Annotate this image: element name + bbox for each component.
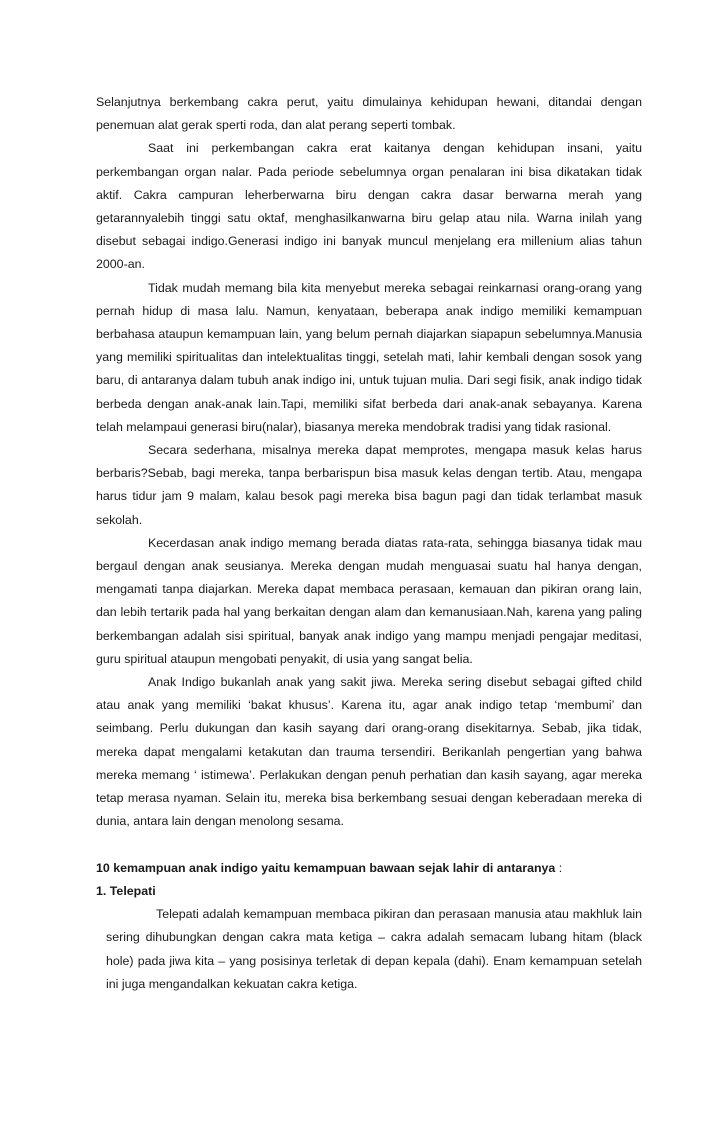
paragraph-cakra-perut: Selanjutnya berkembang cakra perut, yaitu dimulainya kehidupan hewani, ditandai dengan penemuan alat gerak sperti roda, dan alat perang seperti tombak. xyxy=(96,95,642,133)
paragraph-memprotes: Secara sederhana, misalnya mereka dapat memprotes, mengapa masuk kelas harus berbaris?Sebab, bagi mereka, tanpa berbarispun bisa masuk kelas dengan tertib. Atau, mengapa harus tidur jam 9 malam, kalau besok pagi mereka bisa bagun pagi dan tidak terlambat masuk sekolah. xyxy=(96,443,642,527)
section-heading-colon: : xyxy=(555,860,563,875)
paragraph-reinkarnasi: Tidak mudah memang bila kita menyebut mereka sebagai reinkarnasi orang-orang yang pernah hidup di masa lalu. Namun, kenyataan, beberapa anak indigo memiliki kemampuan berbahasa ataupun kemampuan lain, yang belum pernah diajarkan siapapun sebelumnya.Manusia yang memiliki spiritualitas dan intelektualitas tinggi, setelah mati, lahir kembali dengan sosok yang baru, di antaranya dalam tubuh anak indigo ini, untuk tujuan mulia. Dari segi fisik, anak indigo tidak berbeda dengan anak-anak lain.Tapi, memiliki sifat berbeda dari anak-anak sebayanya. Karena telah melampaui generasi biru(nalar), biasanya mereka mendobrak tradisi yang tidak rasional. xyxy=(96,280,642,434)
paragraph-bukan-sakit-jiwa: Anak Indigo bukanlah anak yang sakit jiwa. Mereka sering disebut sebagai gifted child atau anak yang memiliki ‘bakat khusus’. Karena itu, agar anak indigo tetap ‘membumi’ dan seimbang. Perlu dukungan dan kasih sayang dari orang-orang disekitarnya. Sebab, jika tidak, mereka dapat mengalami ketakutan dan trauma tersendiri. Berikanlah pengertian yang bahwa mereka memang ‘ istimewa’. Perlakukan dengan penuh perhatian dan kasih sayang, agar mereka tetap merasa nyaman. Selain itu, mereka bisa berkembang sesuai dengan keberadaan mereka di dunia, antara lain dengan menolong sesama. xyxy=(96,675,642,829)
paragraph-kecerdasan: Kecerdasan anak indigo memang berada diatas rata-rata, sehingga biasanya tidak mau bergaul dengan anak seusianya. Mereka dengan mudah menguasai suatu hal hanya dengan, mengamati tanpa diajarkan. Mereka dapat membaca perasaan, kemauan dan pikiran orang lain, dan lebih tertarik pada hal yang berkaitan dengan alam dan kemanusiaan.Nah, karena yang paling berkembangan adalah sisi spiritual, banyak anak indigo yang mampu menjadi pengajar meditasi, guru spiritual ataupun mengobati penyakit, di usia yang sangat belia. xyxy=(96,535,642,666)
subheading-telepati: 1. Telepati xyxy=(96,883,156,898)
section-heading xyxy=(96,857,642,880)
paragraph-telepati: Telepati adalah kemampuan membaca pikiran dan perasaan manusia atau makhluk lain sering dihubungkan dengan cakra mata ketiga – cakra adalah semacam lubang hitam (black hole) pada jiwa kita – yang posisinya terletak di depan kepala (dahi). Enam kemampuan setelah ini juga mengandalkan kekuatan cakra ketiga. xyxy=(106,907,642,991)
section-heading-text: 10 kemampuan anak indigo yaitu kemampuan bawaan sejak lahir di antaranya xyxy=(96,860,556,875)
paragraph-spacer xyxy=(96,834,642,857)
document-page xyxy=(96,91,642,996)
paragraph-cakra-nalar: Saat ini perkembangan cakra erat kaitanya dengan kehidupan insani, yaitu perkembangan organ nalar. Pada periode sebelumnya organ penalaran ini bisa dikatakan tidak aktif. Cakra campuran leherberwarna biru dengan cakra dasar berwarna merah yang getarannyalebih tinggi satu oktaf, menghasilkanwarna biru gelap atau nila. Warna inilah yang disebut sebagai indigo.Generasi indigo ini banyak muncul menjelang era millenium alias tahun 2000-an. xyxy=(96,141,642,272)
